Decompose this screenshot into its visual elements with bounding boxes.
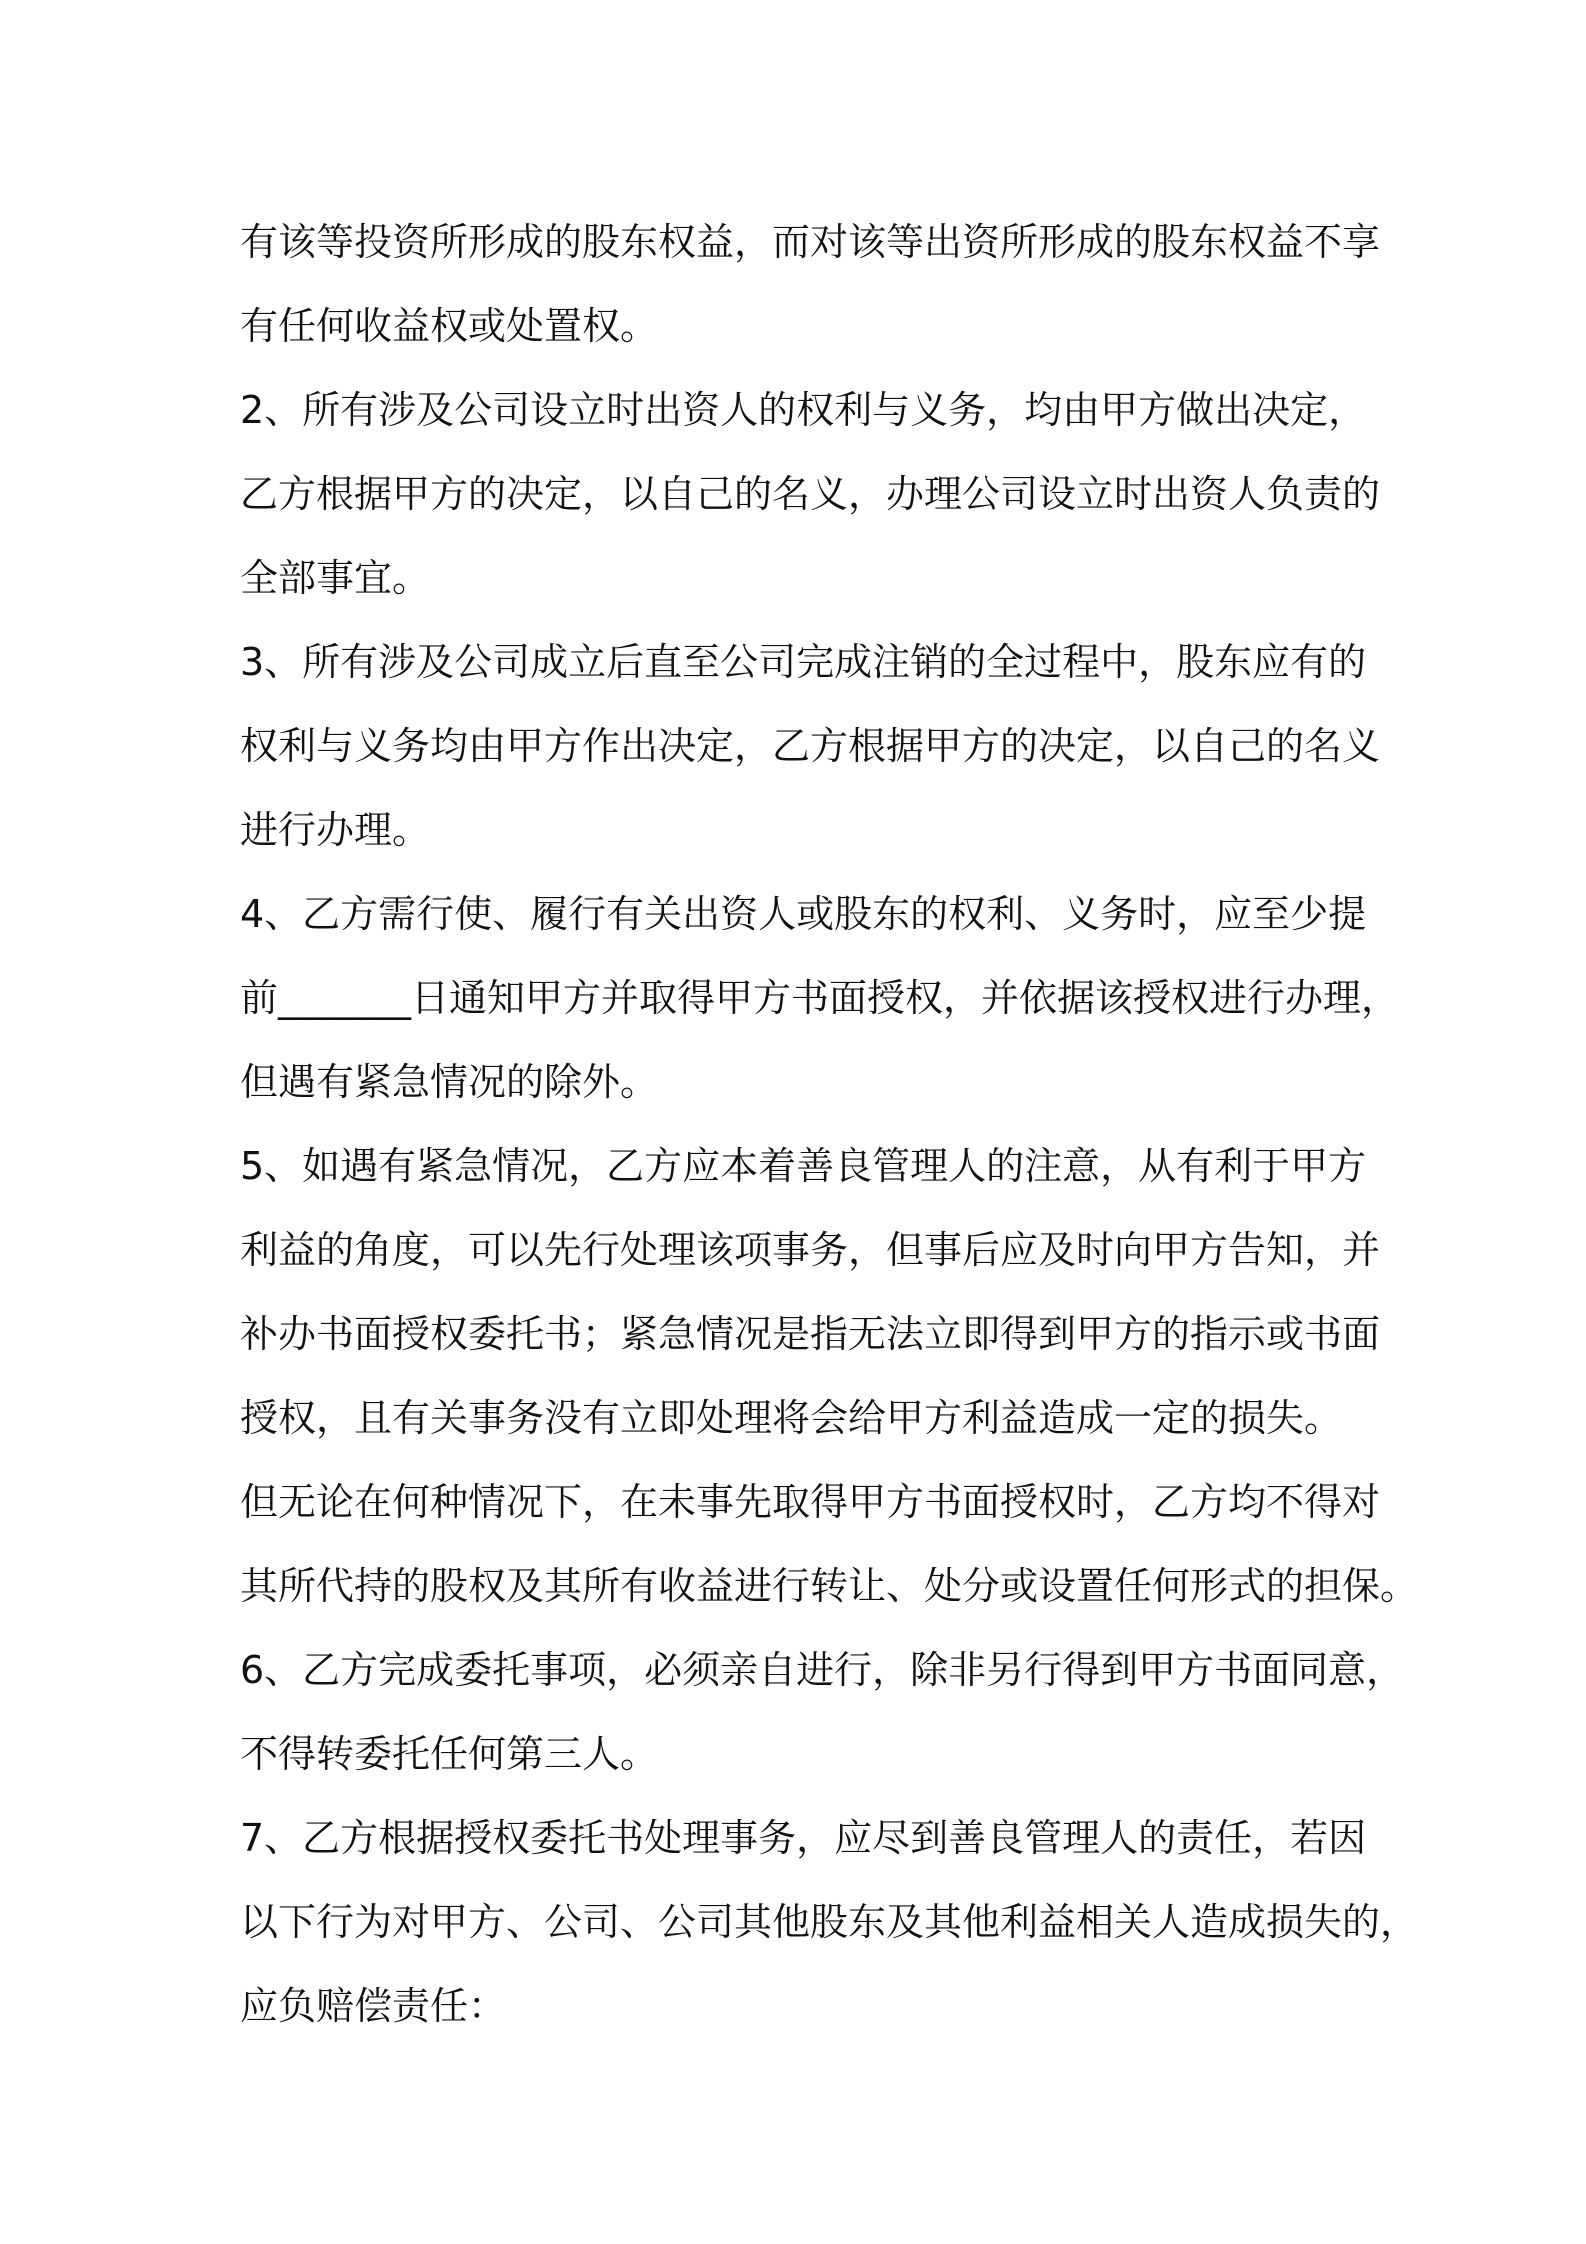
paragraph-7 <box>240 1796 1419 2048</box>
text-line: 前_______日通知甲方并取得甲方书面授权，并依据该授权进行办理， <box>240 976 1400 1020</box>
text-line: 6、乙方完成委托事项，必须亲自进行，除非另行得到甲方书面同意， <box>240 1648 1405 1692</box>
paragraph-6 <box>240 1628 1405 1796</box>
text-line: 其所代持的股权及其所有收益进行转让、处分或设置任何形式的担保。 <box>240 1564 1419 1608</box>
text-line: 全部事宜。 <box>240 556 431 600</box>
text-line: 但无论在何种情况下，在未事先取得甲方书面授权时，乙方均不得对 <box>240 1480 1381 1524</box>
text-line: 授权，且有关事务没有立即处理将会给甲方利益造成一定的损失。 <box>240 1396 1343 1440</box>
text-line: 进行办理。 <box>240 808 431 852</box>
text-line: 但遇有紧急情况的除外。 <box>240 1060 659 1104</box>
paragraph-1 <box>240 200 1380 368</box>
document-body <box>240 200 1419 2048</box>
paragraph-4 <box>240 872 1400 1124</box>
text-line: 补办书面授权委托书；紧急情况是指无法立即得到甲方的指示或书面 <box>240 1312 1381 1356</box>
text-line: 有任何收益权或处置权。 <box>240 304 659 348</box>
text-line: 3、所有涉及公司成立后直至公司完成注销的全过程中，股东应有的 <box>240 640 1367 684</box>
text-line: 不得转委托任何第三人。 <box>240 1732 659 1776</box>
text-line: 5、如遇有紧急情况，乙方应本着善良管理人的注意，从有利于甲方 <box>240 1144 1367 1188</box>
text-line: 乙方根据甲方的决定，以自己的名义，办理公司设立时出资人负责的 <box>240 472 1381 516</box>
text-line: 有该等投资所形成的股东权益，而对该等出资所形成的股东权益不享 <box>240 220 1381 264</box>
text-line: 权利与义务均由甲方作出决定，乙方根据甲方的决定，以自己的名义 <box>240 724 1381 768</box>
text-line: 2、所有涉及公司设立时出资人的权利与义务，均由甲方做出决定， <box>240 388 1367 432</box>
text-line: 7、乙方根据授权委托书处理事务，应尽到善良管理人的责任，若因 <box>240 1816 1367 1860</box>
paragraph-5 <box>240 1124 1419 1628</box>
text-line: 以下行为对甲方、公司、公司其他股东及其他利益相关人造成损失的， <box>240 1900 1419 1944</box>
paragraph-2 <box>240 368 1380 620</box>
text-line: 4、乙方需行使、履行有关出资人或股东的权利、义务时，应至少提 <box>240 892 1367 936</box>
text-line: 应负赔偿责任： <box>240 1984 507 2028</box>
paragraph-3 <box>240 620 1380 872</box>
text-line: 利益的角度，可以先行处理该项事务，但事后应及时向甲方告知，并 <box>240 1228 1381 1272</box>
